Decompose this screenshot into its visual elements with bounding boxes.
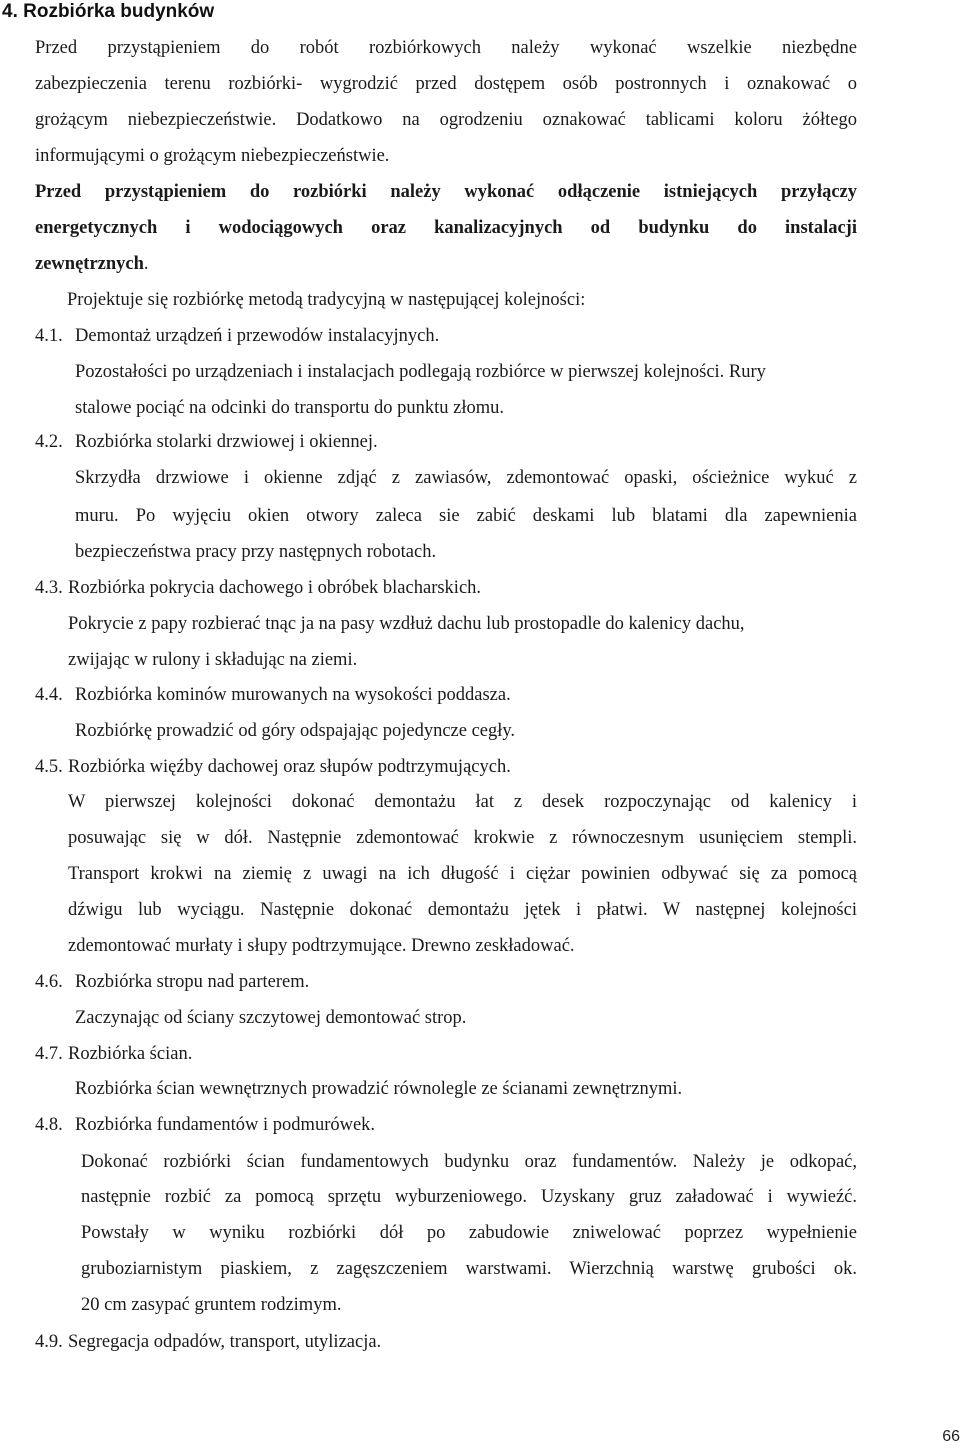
section-body-line: Zaczynając od ściany szczytowej demontować strop. xyxy=(75,1008,467,1028)
intro-line: informującymi o grożącym niebezpieczeństwie. xyxy=(35,146,390,166)
section-body-line: posuwając się w dół. Następnie zdemontować krokwie z równoczesnym usunięciem stempli. xyxy=(68,828,857,848)
section-body-line: zwijając w rulony i składując na ziemi. xyxy=(68,650,358,670)
section-body-line: Transport krokwi na ziemię z uwagi na ich długość i ciężar powinien odbywać się za pomocą xyxy=(68,864,857,884)
section-title: Rozbiórka stropu nad parterem. xyxy=(75,972,310,992)
section-body-line: W pierwszej kolejności dokonać demontażu łat z desek rozpoczynając od kalenicy i xyxy=(68,792,857,812)
bold-note-line: energetycznych i wodociągowych oraz kanalizacyjnych od budynku do instalacji xyxy=(35,218,857,238)
section-body-line: Rozbiórkę prowadzić od góry odspajając pojedyncze cegły. xyxy=(75,721,516,741)
section-body-line: Pokrycie z papy rozbierać tnąc ja na pasy wzdłuż dachu lub prostopadle do kalenicy dachu, xyxy=(68,614,745,634)
section-number: 4.9. xyxy=(35,1332,63,1352)
method-intro: Projektuje się rozbiórkę metodą tradycyjną w następującej kolejności: xyxy=(67,290,586,310)
section-body-line: 20 cm zasypać gruntem rodzimym. xyxy=(81,1295,342,1315)
bold-note-text: zewnętrznych xyxy=(35,254,144,274)
section-title: Rozbiórka więźby dachowej oraz słupów podtrzymujących. xyxy=(68,757,511,777)
section-title: Segregacja odpadów, transport, utylizacja. xyxy=(68,1332,382,1352)
section-body-line: następnie rozbić za pomocą sprzętu wyburzeniowego. Uzyskany gruz załadować i wywieźć. xyxy=(81,1187,857,1207)
section-body-line: muru. Po wyjęciu okien otwory zaleca sie zabić deskami lub blatami dla zapewnienia xyxy=(75,506,857,526)
section-number: 4.6. xyxy=(35,972,63,992)
section-title: Rozbiórka pokrycia dachowego i obróbek blacharskich. xyxy=(68,578,482,598)
section-number: 4.1. xyxy=(35,326,63,346)
section-body-line: gruboziarnistym piaskiem, z zagęszczeniem warstwami. Wierzchnią warstwę grubości ok. xyxy=(81,1259,857,1279)
intro-line: zabezpieczenia terenu rozbiórki- wygrodzić przed dostępem osób postronnych i oznakować o xyxy=(35,74,857,94)
section-body-line: Rozbiórka ścian wewnętrznych prowadzić równolegle ze ścianami zewnętrznymi. xyxy=(75,1079,683,1099)
section-heading: 4. Rozbiórka budynków xyxy=(2,1,215,22)
bold-note-last-line xyxy=(35,252,149,276)
section-body-line: Skrzydła drzwiowe i okienne zdjąć z zawiasów, zdemontować opaski, ościeżnice wykuć z xyxy=(75,468,857,488)
section-body-line: zdemontować murłaty i słupy podtrzymujące. Drewno zeskładować. xyxy=(68,936,575,956)
section-number: 4.4. xyxy=(35,685,63,705)
section-body-line: dźwigu lub wyciągu. Następnie dokonać demontażu jętek i płatwi. W następnej kolejności xyxy=(68,900,857,920)
section-number: 4.5. xyxy=(35,757,63,777)
bold-note-period: . xyxy=(143,254,149,274)
section-body-line: Dokonać rozbiórki ścian fundamentowych budynku oraz fundamentów. Należy je odkopać, xyxy=(81,1152,857,1172)
section-title: Rozbiórka stolarki drzwiowej i okiennej. xyxy=(75,432,378,452)
section-title: Rozbiórka kominów murowanych na wysokości poddasza. xyxy=(75,685,511,705)
section-title: Rozbiórka fundamentów i podmurówek. xyxy=(75,1115,376,1135)
section-title: Demontaż urządzeń i przewodów instalacyjnych. xyxy=(75,326,440,346)
section-body-line: Powstały w wyniku rozbiórki dół po zabudowie zniwelować poprzez wypełnienie xyxy=(81,1223,857,1243)
section-number: 4.8. xyxy=(35,1115,63,1135)
section-body-line: stalowe pociąć na odcinki do transportu do punktu złomu. xyxy=(75,398,505,418)
bold-note-line: Przed przystąpieniem do rozbiórki należy wykonać odłączenie istniejących przyłączy xyxy=(35,182,857,202)
section-number: 4.2. xyxy=(35,432,63,452)
page-number: 66 xyxy=(942,1428,960,1445)
section-number: 4.7. xyxy=(35,1044,63,1064)
section-number: 4.3. xyxy=(35,578,63,598)
intro-line: grożącym niebezpieczeństwie. Dodatkowo na ogrodzeniu oznakować tablicami koloru żółtego xyxy=(35,110,857,130)
intro-line: Przed przystąpieniem do robót rozbiórkowych należy wykonać wszelkie niezbędne xyxy=(35,38,857,58)
section-body-line: bezpieczeństwa pracy przy następnych robotach. xyxy=(75,542,437,562)
section-body-line: Pozostałości po urządzeniach i instalacjach podlegają rozbiórce w pierwszej kolejności. Rury xyxy=(75,362,766,382)
section-title: Rozbiórka ścian. xyxy=(68,1044,193,1064)
